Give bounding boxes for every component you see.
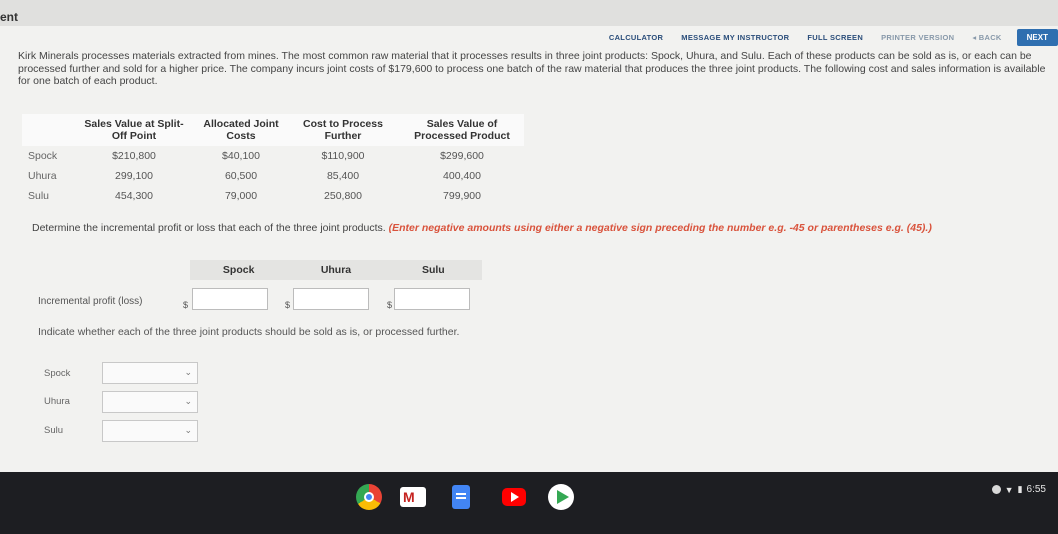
battery-icon: ▮ [1017,484,1023,494]
back-button[interactable]: ◂ BACK [972,32,1002,42]
select-label-sulu: Sulu [44,425,64,436]
instruction-hint: (Enter negative amounts using either a negative sign preceding the number e.g. -45 or parentheses e.g. (45).) [388,222,932,234]
instruction-main: Determine the incremental profit or loss that each of the three joint products. [32,222,386,234]
table-cell: 60,500 [224,170,258,182]
calculator-button[interactable]: CALCULATOR [608,32,664,42]
select-label-spock: Spock [44,368,71,379]
table-cell: $210,800 [112,150,156,162]
table-header-row [22,114,524,146]
uhura-profit-input[interactable] [293,288,369,310]
wifi-icon: ▼ [1004,484,1014,495]
chevron-down-icon: ⌄ [184,396,192,406]
youtube-icon[interactable] [502,488,526,506]
select-label-uhura: Uhura [44,396,70,407]
table-cell: 250,800 [324,190,362,202]
os-shelf [0,472,1058,534]
table-cell: 400,400 [443,170,481,182]
currency-symbol: $ [183,300,189,310]
incremental-profit-label: Incremental profit (loss) [38,296,143,307]
clock: 6:55 [1026,484,1046,495]
message-instructor-button[interactable]: MESSAGE MY INSTRUCTOR [681,32,790,42]
gmail-icon[interactable]: M [400,487,426,507]
table-cell: $40,100 [222,150,260,162]
docs-icon[interactable] [452,485,470,509]
browser-topbar [0,0,1058,26]
answer-header [190,260,482,280]
table-cell: 85,400 [326,170,360,182]
row-label: Uhura [28,170,57,182]
table-header: Cost to Process Further [286,114,400,146]
currency-symbol: $ [285,300,291,310]
answer-col-spock: Spock [222,264,255,276]
page-label: ent [0,10,18,24]
table-row [22,186,524,206]
cost-sales-table [22,114,524,206]
answer-col-sulu: Sulu [421,264,445,276]
table-header: Allocated Joint Costs [196,114,286,146]
table-cell: 79,000 [224,190,258,202]
uhura-decision-select[interactable] [102,391,198,413]
status-tray[interactable] [992,484,1046,495]
table-header: Sales Value at Split-Off Point [72,114,196,146]
table-cell: 799,900 [443,190,481,202]
toolbar [600,28,1058,46]
spock-profit-input[interactable] [192,288,268,310]
problem-intro: Kirk Minerals processes materials extracted from mines. The most common raw material that it processes results in three joint products: Spock, Uhura, and Sulu. Each of these products can be sold as is, or each can be processed further and sold for a higher price. The company incurs joint costs of $179,600 to process one batch of the raw material that produces the three joint products. The following cost and sales information is available for one batch of each product. [18,50,1046,87]
notification-icon [992,485,1001,494]
play-store-icon[interactable] [548,484,574,510]
chrome-icon[interactable] [356,484,382,510]
next-button[interactable]: NEXT [1017,29,1058,46]
chevron-down-icon: ⌄ [184,425,192,435]
sulu-decision-select[interactable] [102,420,198,442]
sulu-profit-input[interactable] [394,288,470,310]
table-cell: $299,600 [440,150,484,162]
instruction [32,222,1012,234]
table-cell: $110,900 [321,150,365,162]
table-header [22,114,72,146]
table-cell: 454,300 [115,190,153,202]
row-label: Spock [28,150,58,162]
indicate-instruction: Indicate whether each of the three joint products should be sold as is, or processed further. [38,326,460,338]
row-label: Sulu [28,190,50,202]
currency-symbol: $ [387,300,393,310]
printer-version-button[interactable]: PRINTER VERSION [881,32,955,42]
table-row [22,166,524,186]
answer-col-uhura: Uhura [320,264,352,276]
table-row [22,146,524,166]
table-cell: 299,100 [115,170,153,182]
spock-decision-select[interactable] [102,362,198,384]
full-screen-button[interactable]: FULL SCREEN [807,32,864,42]
chevron-down-icon: ⌄ [184,367,192,377]
table-header: Sales Value of Processed Product [400,114,524,146]
